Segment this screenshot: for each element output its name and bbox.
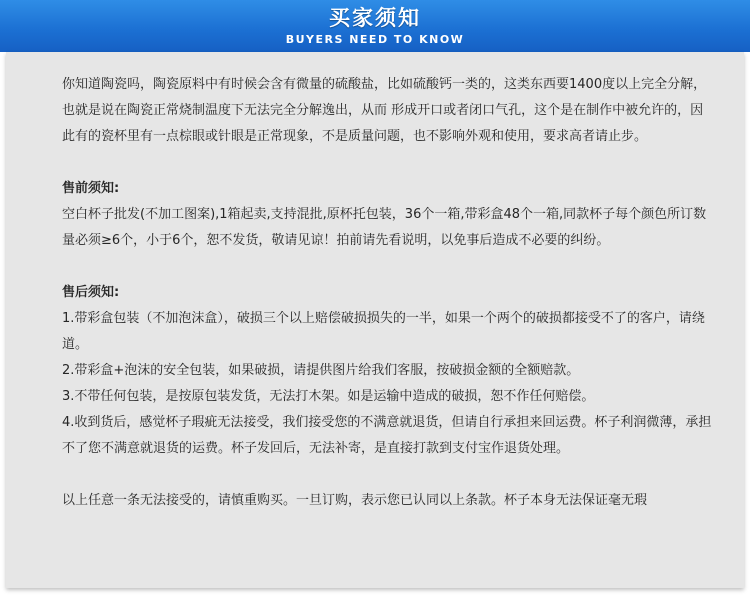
notice-panel [6,52,744,588]
aftersale-item-3: 3.不带任何包装，是按原包装发货，无法打木架。如是运输中造成的破损，恕不作任何赔偿。 [62,389,595,404]
notice-content [62,72,712,514]
header-banner [0,0,750,52]
aftersale-item-2: 2.带彩盒+泡沫的安全包装，如果破损，请提供图片给我们客服，按破损金额的全额赔款。 [62,363,580,378]
aftersale-item-4: 4.收到货后，感觉杯子瑕疵无法接受，我们接受您的不满意就退货，但请自行承担来回运费。杯子利润微薄，承担不了您不满意就退货的运费。杯子发回后，无法补寄，是直接打款到支付宝作退货处理。 [62,415,712,456]
banner-subtitle: BUYERS NEED TO KNOW [285,33,465,46]
aftersale-item-1: 1.带彩盒包装（不加泡沫盒），破损三个以上赔偿破损损失的一半，如果一个两个的破损都接受不了的客户，请绕道。 [62,311,705,352]
banner-title: 买家须知 [329,6,421,30]
presale-paragraph: 空白杯子批发(不加工图案),1箱起卖,支持混批,原杯托包装，36个一箱,带彩盒48个一箱,同款杯子每个颜色所订数量必须≥6个，小于6个，恕不发货，敬请见谅！拍前请先看说明，以免事后造成不必要的纠纷。 [62,207,707,248]
closing-paragraph: 以上任意一条无法接受的，请慎重购买。一旦订购，表示您已认同以上条款。杯子本身无法保证毫无瑕 [62,493,648,508]
presale-heading: 售前须知: [62,181,120,196]
aftersale-heading: 售后须知: [62,285,120,300]
intro-paragraph: 你知道陶瓷吗，陶瓷原料中有时候会含有微量的硫酸盐，比如硫酸钙一类的，这类东西要1400度以上完全分解，也就是说在陶瓷正常烧制温度下无法完全分解逸出，从而 形成开口或者闭口气孔，这个是在制作中被允许的，因此有的瓷杯里有一点棕眼或针眼是正常现象，不是质量问题，也不影响外观和使用，要求高者请止步。 [62,77,707,144]
